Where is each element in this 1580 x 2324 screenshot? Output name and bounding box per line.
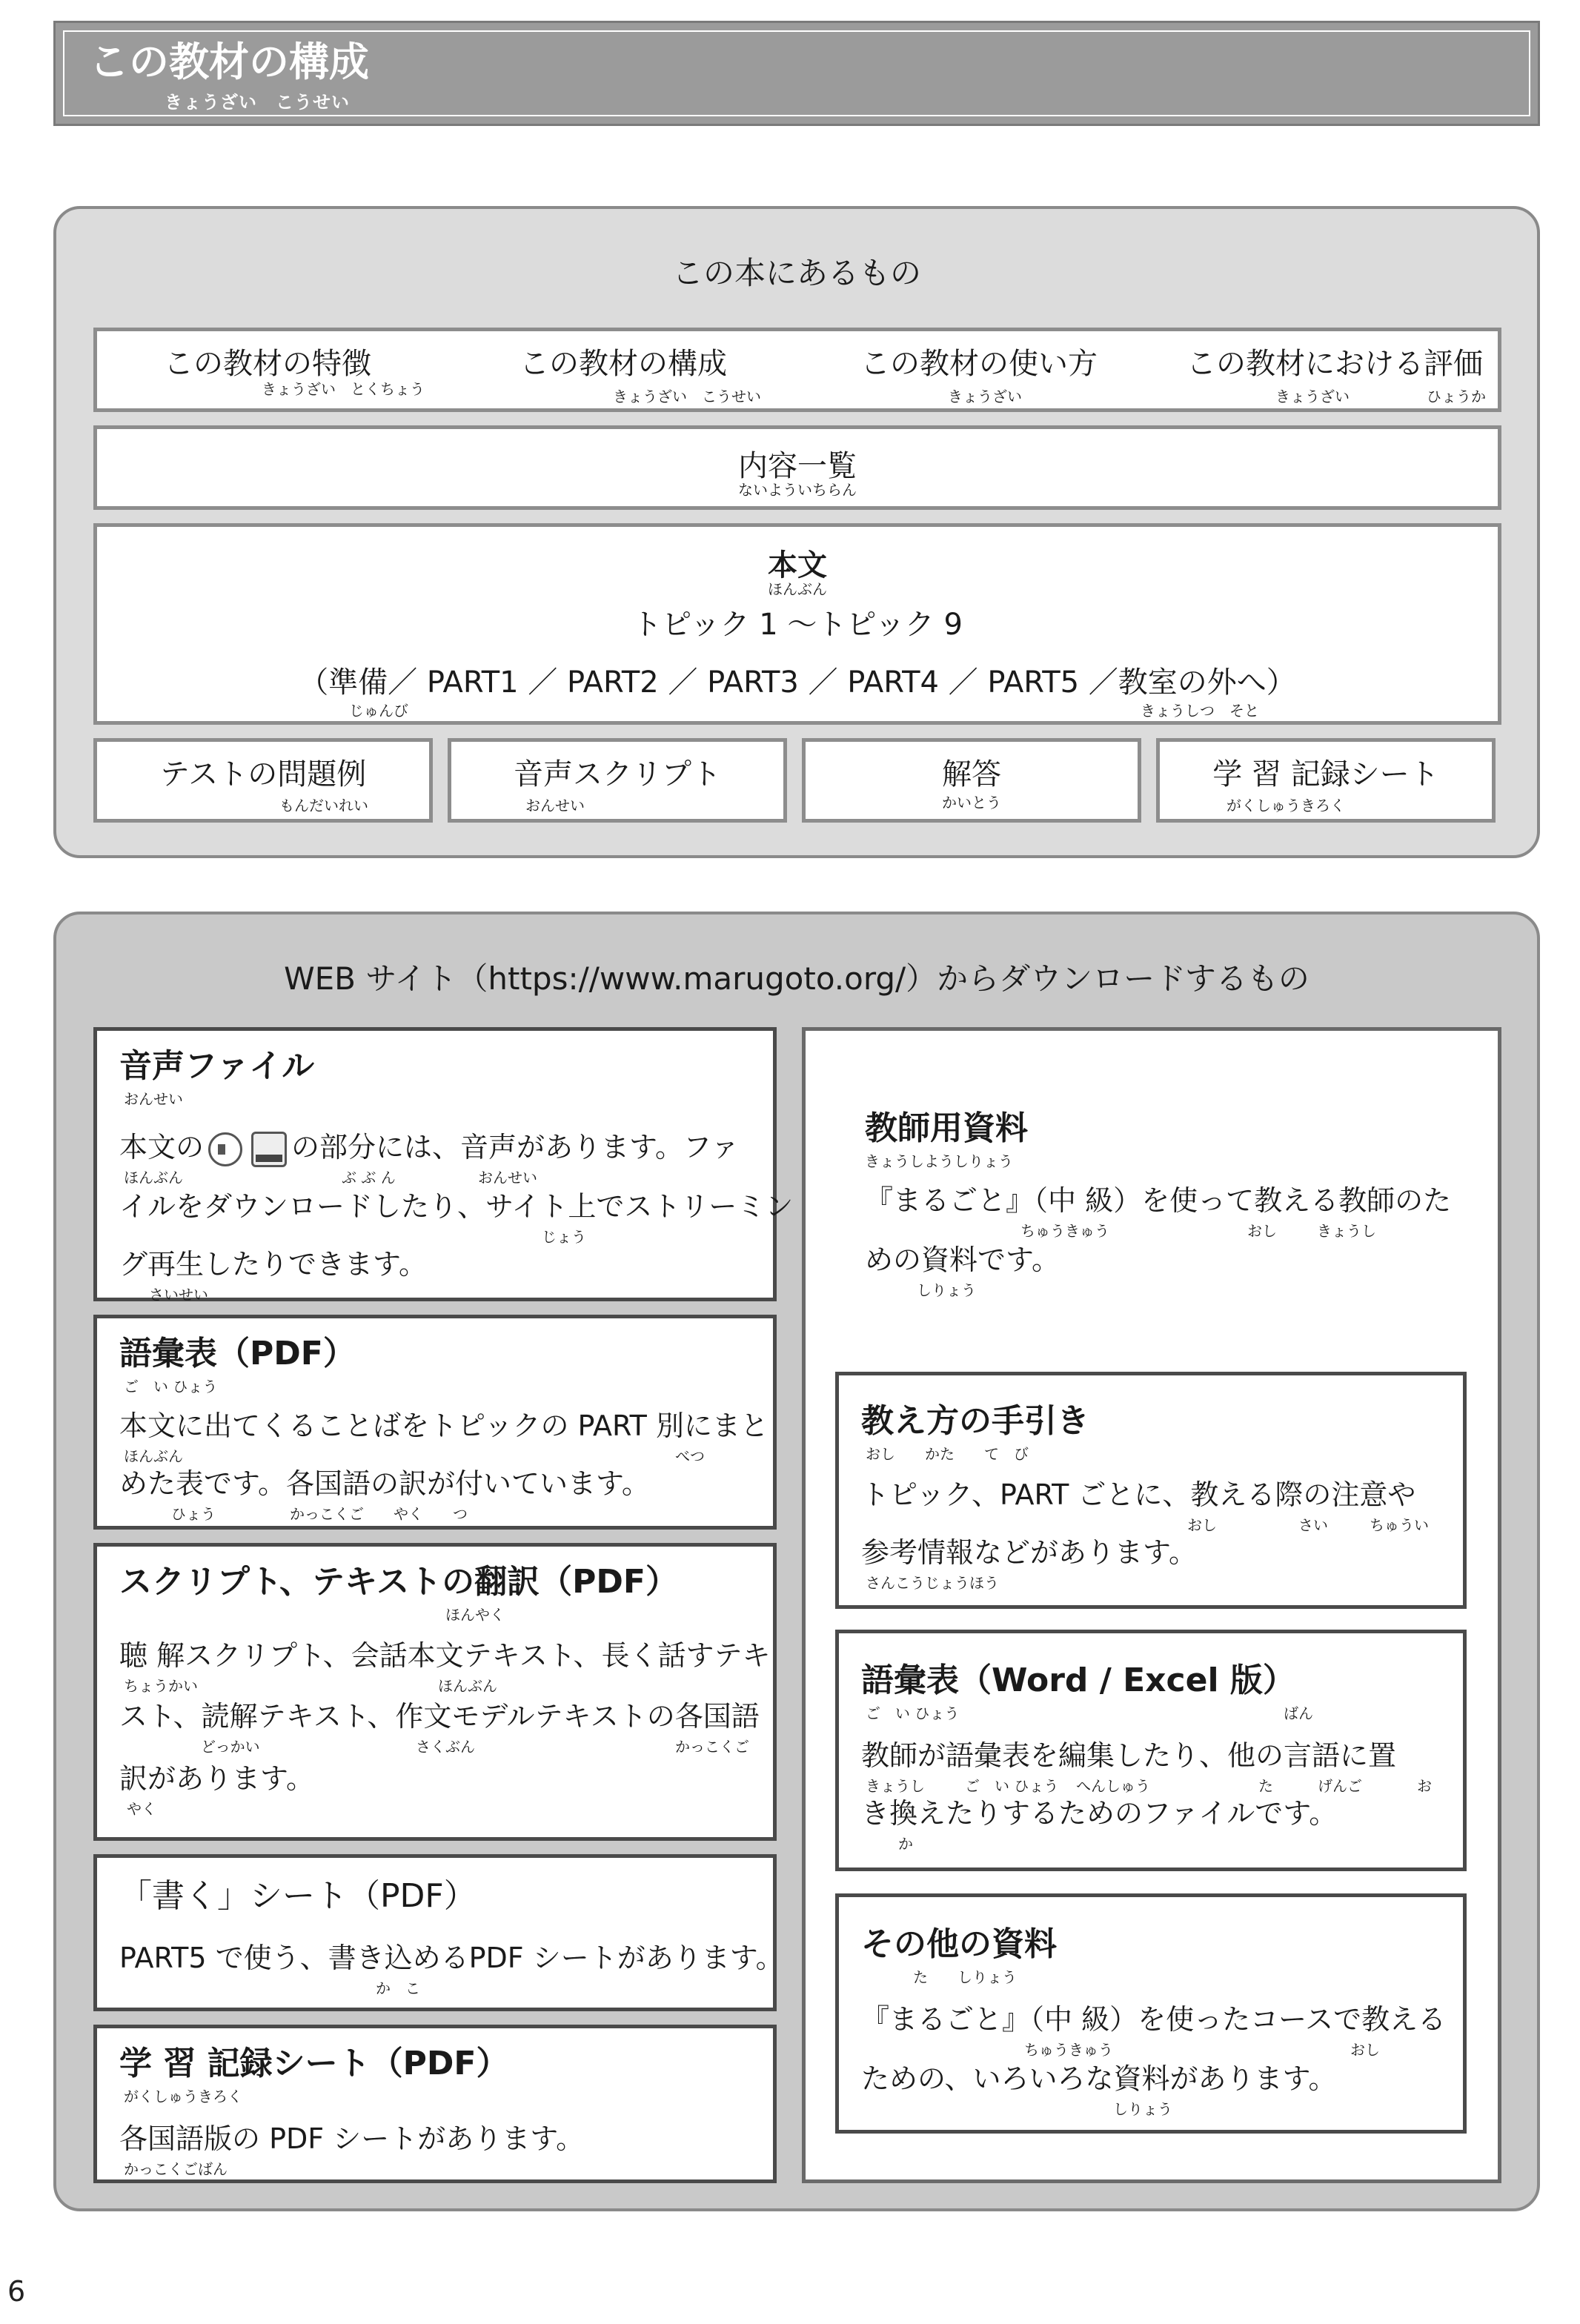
card-vocab2-title-ruby2: ばん	[1284, 1704, 1313, 1722]
card-audio-files	[93, 1027, 794, 1304]
card-vocab2-line1-ruby2: ご い ひょう	[965, 1777, 1059, 1795]
card-writing-title: 「書く」シート（PDF）	[119, 1877, 477, 1915]
card-teacher-line2: めの資料です。	[865, 1244, 1060, 1276]
web-download-panel	[53, 912, 1540, 2211]
main-text-parts-ruby1: じゅんび	[349, 702, 408, 720]
item-evaluation-ruby1: きょうざい	[1275, 388, 1350, 405]
card-audio-line1-ruby3: おんせい	[478, 1169, 537, 1186]
card-guide-line1-ruby1: おし	[1187, 1516, 1217, 1534]
card-vocab2-line1-ruby5: げんご	[1318, 1777, 1362, 1795]
card-script-title-ruby: ほんやく	[445, 1606, 505, 1624]
item-evaluation-ruby2: ひょうか	[1427, 388, 1486, 405]
answers-label: 解答	[942, 757, 1001, 791]
card-vocab2-line1: 教師が語彙表を編集したり、他の言語に置	[861, 1739, 1397, 1772]
card-script-line3: 訳があります。	[119, 1762, 314, 1795]
card-vocab2-line2: き換えたりするためのファイルです。	[861, 1797, 1338, 1830]
test-examples-box	[93, 738, 433, 823]
book-contents-panel	[53, 206, 1540, 858]
item-features: この教材の特徴	[164, 347, 371, 381]
card-writing-sheet	[93, 1854, 784, 2011]
card-script-line1: 聴 解スクリプト、会話本文テキスト、長く話すテキ	[119, 1639, 771, 1672]
card-teacher-title-ruby: きょうしようしりょう	[865, 1152, 1013, 1170]
test-examples-label: テストの問題例	[159, 757, 367, 791]
card-audio-line1-ruby1: ほんぶん	[124, 1169, 183, 1186]
contents-list-box	[93, 425, 1501, 510]
card-other-line1-ruby2: おし	[1350, 2041, 1380, 2059]
row-intro-box	[93, 328, 1501, 412]
item-structure: この教材の構成	[520, 347, 727, 381]
card-vocab2-line1-ruby1: きょうし	[866, 1777, 925, 1795]
card-guide-line2: 参考情報などがあります。	[861, 1536, 1197, 1569]
audio-script-box	[448, 738, 787, 823]
card-script-line2: スト、読解テキスト、作文モデルテキストの各国語	[119, 1700, 760, 1733]
test-examples-ruby: もんだいれい	[279, 797, 368, 814]
main-text-title-ruby: ほんぶん	[768, 580, 827, 598]
card-audio-line2: イルをダウンロードしたり、サイト上でストリーミン	[119, 1190, 794, 1223]
item-evaluation: この教材における評価	[1186, 347, 1483, 381]
card-other-title: その他の資料	[861, 1925, 1057, 1963]
card-record-title: 学 習 記録シート（PDF）	[119, 2045, 509, 2082]
card-writing-line1-ruby: か こ	[376, 1979, 420, 1997]
card-audio-line3: グ再生したりできます。	[119, 1248, 427, 1281]
card-vocab-line2: めた表です。各国語の訳が付いています。	[119, 1467, 650, 1500]
main-text-title: 本文	[768, 548, 827, 582]
card-vocab-word-excel	[835, 1630, 1467, 1871]
book-contents-title: この本にあるもの	[671, 255, 921, 291]
card-other-line2-ruby: しりょう	[1113, 2100, 1172, 2118]
card-vocab2-line1-ruby6: お	[1417, 1777, 1432, 1795]
card-record-title-ruby: がくしゅうきろく	[124, 2088, 242, 2105]
item-features-ruby: きょうざい とくちょう	[262, 380, 425, 398]
contents-list-label: 内容一覧	[738, 449, 857, 483]
card-vocab-line2-ruby1: ひょう	[171, 1505, 216, 1523]
card-script-line2-ruby2: さくぶん	[416, 1738, 475, 1756]
speaker-icon	[208, 1132, 242, 1166]
main-text-topics: トピック 1 ～トピック 9	[632, 608, 963, 642]
web-download-title: WEB サイト（https://www.marugoto.org/）からダウンロードするもの	[284, 960, 1310, 997]
learning-record-ruby: がくしゅうきろく	[1227, 797, 1345, 814]
check-audio-icon	[251, 1132, 287, 1167]
card-vocab-line1: 本文に出てくることばをトピックの PART 別にまと	[119, 1410, 769, 1442]
right-column-frame	[802, 1027, 1501, 2183]
card-guide-title-ruby: おし かた て び	[866, 1445, 1029, 1463]
card-learning-record-sheet	[93, 2025, 777, 2183]
card-other-materials	[835, 1893, 1467, 2134]
card-script-title: スクリプト、テキストの翻訳（PDF）	[119, 1563, 678, 1601]
main-text-parts: （準備／ PART1 ／ PART2 ／ PART3 ／ PART4 ／ PART5 ／教室の外へ）	[299, 665, 1296, 700]
main-text-parts-ruby2: きょうしつ そと	[1141, 702, 1259, 720]
card-guide-line1: トピック、PART ごとに、教える際の注意や	[861, 1478, 1416, 1511]
answers-box	[802, 738, 1141, 823]
item-structure-ruby: きょうざい こうせい	[613, 388, 761, 405]
page-title: この教材の構成	[89, 39, 369, 85]
card-writing-line1: PART5 で使う、書き込めるPDF シートがあります。	[119, 1942, 784, 1974]
audio-script-label: 音声スクリプト	[514, 757, 721, 791]
card-vocab2-line2-ruby: か	[898, 1835, 913, 1853]
card-script-line2-ruby1: どっかい	[201, 1738, 260, 1756]
card-guide-line2-ruby: さんこうじょうほう	[866, 1574, 999, 1592]
card-vocab-title: 語彙表（PDF）	[119, 1335, 356, 1372]
card-other-line1-ruby1: ちゅうきゅう	[1024, 2041, 1113, 2059]
card-record-line1: 各国語版の PDF シートがあります。	[119, 2122, 585, 2155]
item-usage-ruby: きょうざい	[948, 388, 1022, 405]
card-guide-title: 教え方の手引き	[861, 1402, 1089, 1440]
learning-record-label: 学 習 記録シート	[1212, 757, 1439, 791]
card-audio-title: 音声ファイル	[119, 1047, 315, 1085]
card-teacher-line2-ruby: しりょう	[917, 1281, 976, 1299]
card-record-line1-ruby: かっこくごばん	[124, 2160, 228, 2178]
card-audio-line1-ruby2: ぶ ぶ ん	[342, 1169, 396, 1186]
card-audio-line3-ruby: さいせい	[149, 1286, 208, 1304]
card-vocab-pdf	[93, 1315, 777, 1530]
card-guide-line1-ruby2: さい	[1298, 1516, 1328, 1534]
card-vocab2-title: 語彙表（Word / Excel 版）	[861, 1661, 1295, 1699]
card-script-line3-ruby: やく	[127, 1800, 156, 1818]
card-audio-title-ruby: おんせい	[124, 1090, 183, 1108]
card-audio-line1: 本文の の部分には、音声があります。ファ	[119, 1130, 739, 1167]
card-script-line1-ruby1: ちょうかい	[124, 1677, 198, 1695]
main-text-box	[93, 523, 1501, 725]
card-teacher-line1-ruby3: きょうし	[1317, 1222, 1376, 1240]
card-vocab2-line1-ruby3: へんしゅう	[1076, 1777, 1150, 1795]
answers-ruby: かいとう	[942, 794, 1001, 811]
card-vocab-line2-ruby2: かっこくご やく つ	[290, 1505, 468, 1523]
card-teacher-line1-ruby1: ちゅうきゅう	[1020, 1222, 1109, 1240]
card-vocab-line1-ruby2: べつ	[675, 1447, 705, 1465]
card-audio-line2-ruby: じょう	[542, 1228, 586, 1246]
card-script-line1-ruby2: ほんぶん	[438, 1677, 497, 1695]
audio-script-ruby: おんせい	[525, 797, 585, 814]
card-other-title-ruby: た しりょう	[913, 1968, 1017, 1986]
card-vocab2-title-ruby1: ご い ひょう	[866, 1704, 960, 1722]
card-other-line2: ための、いろいろな資料があります。	[861, 2062, 1337, 2095]
item-usage: この教材の使い方	[860, 347, 1098, 381]
card-teacher-line1: 『まるごと』（中 級）を使って教える教師のた	[865, 1184, 1452, 1217]
card-teacher-line1-ruby2: おし	[1247, 1222, 1277, 1240]
card-teacher-title: 教師用資料	[865, 1109, 1028, 1147]
page-number: 6	[7, 2275, 26, 2308]
learning-record-box	[1156, 738, 1496, 823]
card-other-line1: 『まるごと』（中 級）を使ったコースで教える	[861, 2003, 1447, 2036]
card-script-line2-ruby3: かっこくご	[675, 1738, 749, 1756]
card-teaching-guide	[835, 1372, 1467, 1609]
page-title-ruby: きょうざい こうせい	[165, 92, 350, 113]
card-script-translation	[93, 1543, 777, 1841]
card-vocab2-line1-ruby4: た	[1258, 1777, 1273, 1795]
contents-list-ruby: ないよういちらん	[738, 481, 857, 499]
card-guide-line1-ruby3: ちゅうい	[1370, 1516, 1429, 1534]
card-vocab-title-ruby: ご い ひょう	[124, 1378, 218, 1395]
card-vocab-line1-ruby1: ほんぶん	[124, 1447, 183, 1465]
